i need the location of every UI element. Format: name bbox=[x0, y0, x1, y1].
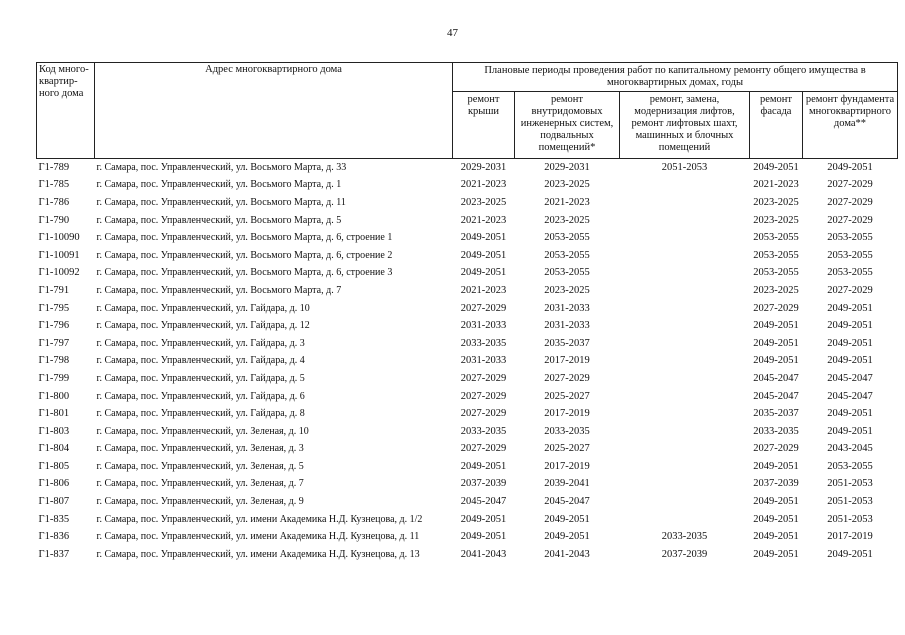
cell-code: Г1-804 bbox=[38, 443, 70, 455]
cell-address: г. Самара, пос. Управленческий, ул. Гайдара, д. 10 bbox=[96, 302, 310, 314]
cell-roof: 2029-2031 bbox=[460, 161, 507, 173]
cell-facade: 2035-2037 bbox=[753, 408, 799, 420]
cell-foundation: 2049-2051 bbox=[827, 337, 873, 349]
cell-elevators bbox=[620, 458, 750, 476]
cell-address: г. Самара, пос. Управленческий, ул. Восьмого Марта, д. 6, строение 2 bbox=[96, 249, 393, 261]
cell-address: г. Самара, пос. Управленческий, ул. Зеленая, д. 3 bbox=[96, 443, 304, 455]
cell-roof: 2031-2033 bbox=[460, 320, 507, 332]
cell-code: Г1-10090 bbox=[38, 232, 80, 244]
cell-foundation: 2053-2055 bbox=[827, 249, 873, 261]
cell-code: Г1-786 bbox=[38, 196, 70, 208]
cell-systems: 2029-2031 bbox=[544, 161, 590, 173]
cell-facade: 2049-2051 bbox=[753, 355, 799, 367]
table-row bbox=[37, 317, 898, 335]
cell-foundation: 2053-2055 bbox=[827, 232, 873, 244]
cell-code: Г1-795 bbox=[38, 302, 70, 314]
cell-systems: 2053-2055 bbox=[544, 267, 590, 279]
cell-roof: 2021-2023 bbox=[460, 284, 507, 296]
table-row bbox=[37, 194, 898, 212]
cell-foundation: 2043-2045 bbox=[827, 443, 873, 455]
cell-code: Г1-789 bbox=[38, 161, 70, 173]
table-row bbox=[37, 265, 898, 283]
cell-address: г. Самара, пос. Управленческий, ул. Гайдара, д. 6 bbox=[96, 390, 305, 402]
cell-systems: 2035-2037 bbox=[544, 337, 590, 349]
cell-address: г. Самара, пос. Управленческий, ул. Зеленая, д. 9 bbox=[96, 496, 304, 508]
cell-foundation: 2049-2051 bbox=[827, 320, 873, 332]
cell-code: Г1-806 bbox=[38, 478, 70, 490]
cell-address: г. Самара, пос. Управленческий, ул. Зеленая, д. 7 bbox=[96, 478, 304, 490]
cell-code: Г1-807 bbox=[38, 496, 70, 508]
cell-elevators bbox=[620, 194, 750, 212]
cell-systems: 2031-2033 bbox=[544, 320, 590, 332]
cell-facade: 2045-2047 bbox=[753, 372, 799, 384]
cell-facade: 2045-2047 bbox=[753, 390, 799, 402]
cell-foundation: 2045-2047 bbox=[827, 390, 873, 402]
cell-systems: 2031-2033 bbox=[544, 302, 590, 314]
table-row bbox=[37, 423, 898, 441]
cell-code: Г1-805 bbox=[38, 460, 70, 472]
cell-elevators: 2051-2053 bbox=[661, 161, 708, 173]
table-row bbox=[37, 493, 898, 511]
cell-systems: 2023-2025 bbox=[544, 214, 590, 226]
header-address: Адрес многоквартирного дома bbox=[95, 63, 453, 159]
cell-foundation: 2027-2029 bbox=[827, 214, 873, 226]
cell-elevators bbox=[620, 335, 750, 353]
capital-repair-schedule-table bbox=[36, 62, 898, 564]
cell-facade: 2023-2025 bbox=[753, 196, 799, 208]
cell-code: Г1-785 bbox=[38, 179, 70, 191]
cell-systems: 2049-2051 bbox=[544, 513, 590, 525]
cell-facade: 2049-2051 bbox=[753, 161, 799, 173]
table-row bbox=[37, 370, 898, 388]
cell-elevators bbox=[620, 265, 750, 283]
table-body bbox=[37, 159, 898, 564]
cell-address: г. Самара, пос. Управленческий, ул. Гайдара, д. 8 bbox=[96, 408, 305, 420]
cell-address: г. Самара, пос. Управленческий, ул. Восьмого Марта, д. 6, строение 1 bbox=[96, 232, 393, 244]
table-row bbox=[37, 476, 898, 494]
cell-roof: 2033-2035 bbox=[460, 425, 507, 437]
cell-address: г. Самара, пос. Управленческий, ул. Зеленая, д. 5 bbox=[96, 460, 304, 472]
header-periods-group: Плановые периоды проведения работ по капитальному ремонту общего имущества в многоквартирных домах, годы bbox=[453, 63, 898, 92]
cell-code: Г1-836 bbox=[38, 531, 70, 543]
cell-roof: 2021-2023 bbox=[460, 179, 507, 191]
table-row bbox=[37, 212, 898, 230]
cell-foundation: 2053-2055 bbox=[827, 460, 873, 472]
cell-roof: 2027-2029 bbox=[460, 408, 507, 420]
cell-roof: 2021-2023 bbox=[460, 214, 507, 226]
cell-address: г. Самара, пос. Управленческий, ул. Гайдара, д. 5 bbox=[96, 372, 305, 384]
cell-roof: 2045-2047 bbox=[460, 496, 507, 508]
cell-code: Г1-835 bbox=[38, 513, 70, 525]
cell-facade: 2049-2051 bbox=[753, 531, 799, 543]
cell-roof: 2049-2051 bbox=[460, 267, 507, 279]
cell-systems: 2041-2043 bbox=[544, 548, 590, 560]
cell-foundation: 2051-2053 bbox=[827, 496, 873, 508]
cell-facade: 2053-2055 bbox=[753, 267, 799, 279]
cell-roof: 2041-2043 bbox=[460, 548, 507, 560]
table-row bbox=[37, 282, 898, 300]
cell-code: Г1-803 bbox=[38, 425, 70, 437]
cell-address: г. Самара, пос. Управленческий, ул. Гайдара, д. 3 bbox=[96, 337, 305, 349]
header-facade: ремонт фасада bbox=[750, 92, 803, 159]
cell-code: Г1-797 bbox=[38, 337, 70, 349]
cell-code: Г1-799 bbox=[38, 372, 70, 384]
table-row bbox=[37, 177, 898, 195]
cell-address: г. Самара, пос. Управленческий, ул. имени Академика Н.Д. Кузнецова, д. 11 bbox=[96, 531, 420, 543]
cell-foundation: 2049-2051 bbox=[827, 302, 873, 314]
cell-elevators: 2033-2035 bbox=[661, 531, 708, 543]
cell-roof: 2049-2051 bbox=[460, 460, 507, 472]
cell-address: г. Самара, пос. Управленческий, ул. Гайдара, д. 12 bbox=[96, 320, 310, 332]
page-number: 47 bbox=[447, 27, 458, 39]
table-row bbox=[37, 159, 898, 177]
header-code: Код много-квартир-ного дома bbox=[37, 63, 95, 159]
cell-elevators bbox=[620, 405, 750, 423]
cell-elevators bbox=[620, 300, 750, 318]
cell-foundation: 2049-2051 bbox=[827, 355, 873, 367]
cell-facade: 2027-2029 bbox=[753, 443, 799, 455]
cell-code: Г1-796 bbox=[38, 320, 70, 332]
cell-code: Г1-801 bbox=[38, 408, 70, 420]
cell-foundation: 2051-2053 bbox=[827, 513, 873, 525]
cell-facade: 2049-2051 bbox=[753, 460, 799, 472]
cell-roof: 2049-2051 bbox=[460, 232, 507, 244]
cell-roof: 2037-2039 bbox=[460, 478, 507, 490]
cell-roof: 2027-2029 bbox=[460, 390, 507, 402]
cell-elevators bbox=[620, 493, 750, 511]
cell-systems: 2017-2019 bbox=[544, 408, 590, 420]
cell-address: г. Самара, пос. Управленческий, ул. Восьмого Марта, д. 7 bbox=[96, 284, 342, 296]
cell-elevators bbox=[620, 317, 750, 335]
cell-facade: 2049-2051 bbox=[753, 496, 799, 508]
cell-elevators bbox=[620, 476, 750, 494]
table-row bbox=[37, 511, 898, 529]
cell-elevators bbox=[620, 511, 750, 529]
cell-address: г. Самара, пос. Управленческий, ул. Зеленая, д. 10 bbox=[96, 425, 309, 437]
table-row bbox=[37, 353, 898, 371]
cell-roof: 2027-2029 bbox=[460, 372, 507, 384]
cell-systems: 2039-2041 bbox=[544, 478, 590, 490]
cell-foundation: 2027-2029 bbox=[827, 284, 873, 296]
cell-systems: 2027-2029 bbox=[544, 372, 590, 384]
cell-systems: 2053-2055 bbox=[544, 232, 590, 244]
table-row bbox=[37, 405, 898, 423]
cell-facade: 2027-2029 bbox=[753, 302, 799, 314]
cell-roof: 2031-2033 bbox=[460, 355, 507, 367]
cell-code: Г1-798 bbox=[38, 355, 70, 367]
header-foundation: ремонт фундамента многоквартирного дома** bbox=[803, 92, 898, 159]
cell-foundation: 2049-2051 bbox=[827, 161, 873, 173]
cell-roof: 2027-2029 bbox=[460, 302, 507, 314]
header-systems: ремонт внутридомовых инженерных систем, подвальных помещений* bbox=[515, 92, 620, 159]
cell-systems: 2053-2055 bbox=[544, 249, 590, 261]
cell-address: г. Самара, пос. Управленческий, ул. Восьмого Марта, д. 1 bbox=[96, 179, 342, 191]
cell-code: Г1-791 bbox=[38, 284, 70, 296]
table-row bbox=[37, 528, 898, 546]
cell-systems: 2049-2051 bbox=[544, 531, 590, 543]
cell-facade: 2023-2025 bbox=[753, 284, 799, 296]
cell-facade: 2049-2051 bbox=[753, 320, 799, 332]
header-roof: ремонт крыши bbox=[453, 92, 515, 159]
cell-roof: 2049-2051 bbox=[460, 249, 507, 261]
cell-code: Г1-10092 bbox=[38, 267, 80, 279]
cell-systems: 2017-2019 bbox=[544, 460, 590, 472]
cell-systems: 2021-2023 bbox=[544, 196, 590, 208]
cell-systems: 2033-2035 bbox=[544, 425, 590, 437]
cell-foundation: 2049-2051 bbox=[827, 425, 873, 437]
cell-address: г. Самара, пос. Управленческий, ул. имени Академика Н.Д. Кузнецова, д. 13 bbox=[96, 548, 420, 560]
cell-elevators bbox=[620, 388, 750, 406]
cell-facade: 2037-2039 bbox=[753, 478, 799, 490]
cell-foundation: 2045-2047 bbox=[827, 372, 873, 384]
cell-foundation: 2049-2051 bbox=[827, 548, 873, 560]
cell-roof: 2027-2029 bbox=[460, 443, 507, 455]
cell-elevators bbox=[620, 212, 750, 230]
cell-foundation: 2027-2029 bbox=[827, 179, 873, 191]
table-row bbox=[37, 546, 898, 564]
cell-roof: 2049-2051 bbox=[460, 513, 507, 525]
cell-roof: 2023-2025 bbox=[460, 196, 507, 208]
cell-elevators bbox=[620, 441, 750, 459]
cell-elevators bbox=[620, 423, 750, 441]
table-row bbox=[37, 300, 898, 318]
cell-elevators bbox=[620, 229, 750, 247]
cell-code: Г1-800 bbox=[38, 390, 70, 402]
table-row bbox=[37, 388, 898, 406]
cell-facade: 2049-2051 bbox=[753, 548, 799, 560]
cell-foundation: 2049-2051 bbox=[827, 408, 873, 420]
cell-address: г. Самара, пос. Управленческий, ул. Восьмого Марта, д. 6, строение 3 bbox=[96, 267, 393, 279]
cell-address: г. Самара, пос. Управленческий, ул. Восьмого Марта, д. 33 bbox=[96, 161, 347, 173]
cell-foundation: 2017-2019 bbox=[827, 531, 873, 543]
table-row bbox=[37, 247, 898, 265]
cell-facade: 2049-2051 bbox=[753, 337, 799, 349]
cell-facade: 2053-2055 bbox=[753, 232, 799, 244]
cell-roof: 2033-2035 bbox=[460, 337, 507, 349]
table-row bbox=[37, 458, 898, 476]
cell-code: Г1-10091 bbox=[38, 249, 80, 261]
cell-address: г. Самара, пос. Управленческий, ул. имени Академика Н.Д. Кузнецова, д. 1/2 bbox=[96, 513, 423, 525]
cell-foundation: 2051-2053 bbox=[827, 478, 873, 490]
cell-elevators bbox=[620, 177, 750, 195]
cell-address: г. Самара, пос. Управленческий, ул. Восьмого Марта, д. 11 bbox=[96, 196, 346, 208]
cell-systems: 2025-2027 bbox=[544, 443, 590, 455]
cell-foundation: 2027-2029 bbox=[827, 196, 873, 208]
cell-facade: 2021-2023 bbox=[753, 179, 799, 191]
cell-facade: 2023-2025 bbox=[753, 214, 799, 226]
header-elevators: ремонт, замена, модернизация лифтов, ремонт лифтовых шахт, машинных и блочных помещений bbox=[620, 92, 750, 159]
cell-elevators bbox=[620, 370, 750, 388]
cell-code: Г1-837 bbox=[38, 548, 70, 560]
table-row bbox=[37, 441, 898, 459]
cell-roof: 2049-2051 bbox=[460, 531, 507, 543]
cell-systems: 2025-2027 bbox=[544, 390, 590, 402]
cell-address: г. Самара, пос. Управленческий, ул. Гайдара, д. 4 bbox=[96, 355, 305, 367]
cell-systems: 2023-2025 bbox=[544, 179, 590, 191]
cell-elevators bbox=[620, 247, 750, 265]
cell-systems: 2023-2025 bbox=[544, 284, 590, 296]
cell-systems: 2017-2019 bbox=[544, 355, 590, 367]
cell-code: Г1-790 bbox=[38, 214, 70, 226]
cell-facade: 2033-2035 bbox=[753, 425, 799, 437]
cell-elevators: 2037-2039 bbox=[661, 548, 708, 560]
cell-elevators bbox=[620, 353, 750, 371]
cell-facade: 2053-2055 bbox=[753, 249, 799, 261]
table-row bbox=[37, 335, 898, 353]
cell-foundation: 2053-2055 bbox=[827, 267, 873, 279]
table-row bbox=[37, 229, 898, 247]
cell-systems: 2045-2047 bbox=[544, 496, 590, 508]
cell-facade: 2049-2051 bbox=[753, 513, 799, 525]
cell-elevators bbox=[620, 282, 750, 300]
cell-address: г. Самара, пос. Управленческий, ул. Восьмого Марта, д. 5 bbox=[96, 214, 342, 226]
